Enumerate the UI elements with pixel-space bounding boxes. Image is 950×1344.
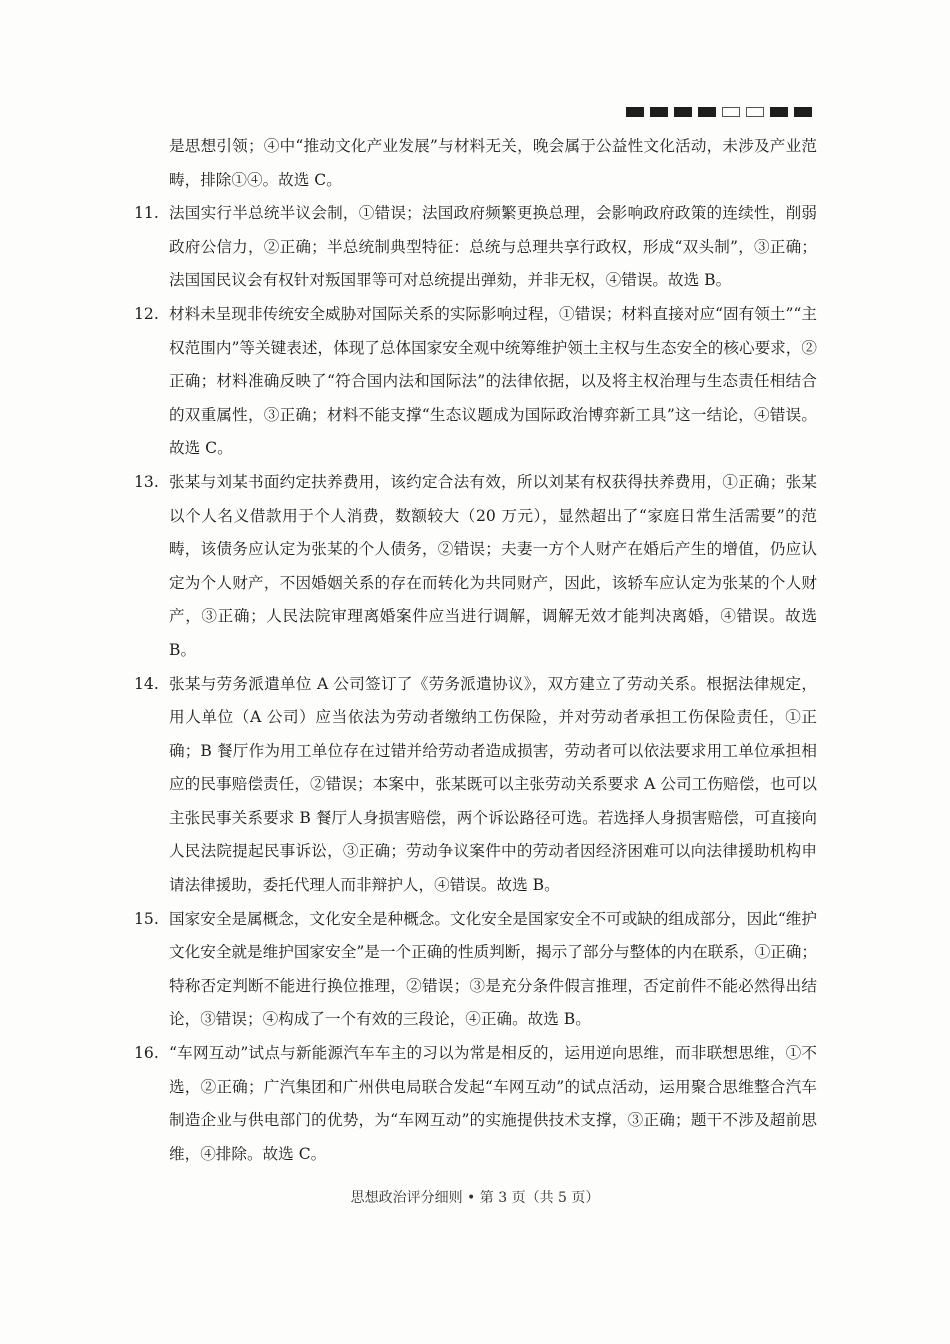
answer-list	[134, 197, 817, 1171]
question-number: 13.	[134, 472, 159, 491]
question-number: 12.	[134, 304, 159, 323]
question-number: 14.	[134, 674, 159, 693]
question-number: 15.	[134, 909, 159, 928]
answer-text: 法国实行半总统半议会制，①错误；法国政府频繁更换总理，会影响政府政策的连续性，削弱政府公信力，②正确；半总统制典型特征：总统与总理共享行政权，形成“双头制”，③正确；法国国民议会有权针对叛国罪等可对总统提出弹劾，并非无权，④错误。故选 B。	[169, 204, 817, 290]
question-number: 16.	[134, 1044, 159, 1063]
answer-explanations	[134, 130, 817, 1171]
header-mark	[650, 107, 668, 117]
answer-text: 材料未呈现非传统安全威胁对国际关系的实际影响过程，①错误；材料直接对应“固有领土”“主权范围内”等关键表述，体现了总体国家安全观中统筹维护领土主权与生态安全的核心要求，②正确；材料准确反映了“符合国内法和国际法”的法律依据，以及将主权治理与生态责任相结合的双重属性，③正确；材料不能支撑“生态议题成为国际政治博弈新工具”这一结论，④错误。故选 C。	[169, 304, 817, 458]
answer-item	[134, 1037, 817, 1171]
answer-text: 张某与劳务派遣单位 A 公司签订了《劳务派遣协议》，双方建立了劳动关系。根据法律规定，用人单位（A 公司）应当依法为劳动者缴纳工伤保险，并对劳动者承担工伤保险责任，①正确；B 餐厅作为用工单位存在过错并给劳动者造成损害，劳动者可以依法要求用工单位承担相应的民事赔偿责任，②错误；本案中，张某既可以主张劳动关系要求 A 公司工伤赔偿，也可以主张民事关系要求 B 餐厅人身损害赔偿，两个诉讼路径可选。若选择人身损害赔偿，可直接向人民法院提起民事诉讼，③正确；劳动争议案件中的劳动者因经济困难可以向法律援助机构申请法律援助，委托代理人而非辩护人，④错误。故选 B。	[169, 674, 817, 895]
answer-item	[134, 298, 817, 466]
answer-item	[134, 466, 817, 668]
answer-text: 国家安全是属概念，文化安全是种概念。文化安全是国家安全不可或缺的组成部分，因此“维护文化安全就是维护国家安全”是一个正确的性质判断，揭示了部分与整体的内在联系，①正确；特称否定判断不能进行换位推理，②错误；③是充分条件假言推理，否定前件不能必然得出结论，③错误；④构成了一个有效的三段论，④正确。故选 B。	[169, 909, 817, 1029]
answer-item	[134, 197, 817, 298]
header-mark	[746, 107, 764, 117]
answer-item	[134, 668, 817, 903]
answer-item	[134, 903, 817, 1037]
header-mark	[794, 107, 812, 117]
header-mark	[770, 107, 788, 117]
page-footer: 思想政治评分细则 • 第 3 页（共 5 页）	[350, 1190, 600, 1206]
header-mark	[626, 107, 644, 117]
answer-text: 张某与刘某书面约定扶养费用，该约定合法有效，所以刘某有权获得扶养费用，①正确；张某以个人名义借款用于个人消费，数额较大（20 万元），显然超出了“家庭日常生活需要”的范畴，该债务应认定为张某的个人债务，②错误；夫妻一方个人财产在婚后产生的增值，仍应认定为个人财产，不因婚姻关系的存在而转化为共同财产，因此，该轿车应认定为张某的个人财产，③正确；人民法院审理离婚案件应当进行调解，调解无效才能判决离婚，④错误。故选 B。	[169, 472, 817, 659]
header-mark	[722, 107, 740, 117]
header-mark	[698, 107, 716, 117]
question-number: 11.	[134, 204, 159, 223]
answer-text: “车网互动”试点与新能源汽车车主的习以为常是相反的，运用逆向思维，而非联想思维，①不选，②正确；广汽集团和广州供电局联合发起“车网互动”的试点活动，运用聚合思维整合汽车制造企业与供电部门的优势，为“车网互动”的实施提供技术支撑，③正确；题干不涉及超前思维，④排除。故选 C。	[169, 1044, 817, 1163]
page-header-marks	[626, 107, 812, 117]
continued-paragraph: 是思想引领；④中“推动文化产业发展”与材料无关，晚会属于公益性文化活动，未涉及产业范畴，排除①④。故选 C。	[169, 137, 817, 189]
header-mark	[674, 107, 692, 117]
